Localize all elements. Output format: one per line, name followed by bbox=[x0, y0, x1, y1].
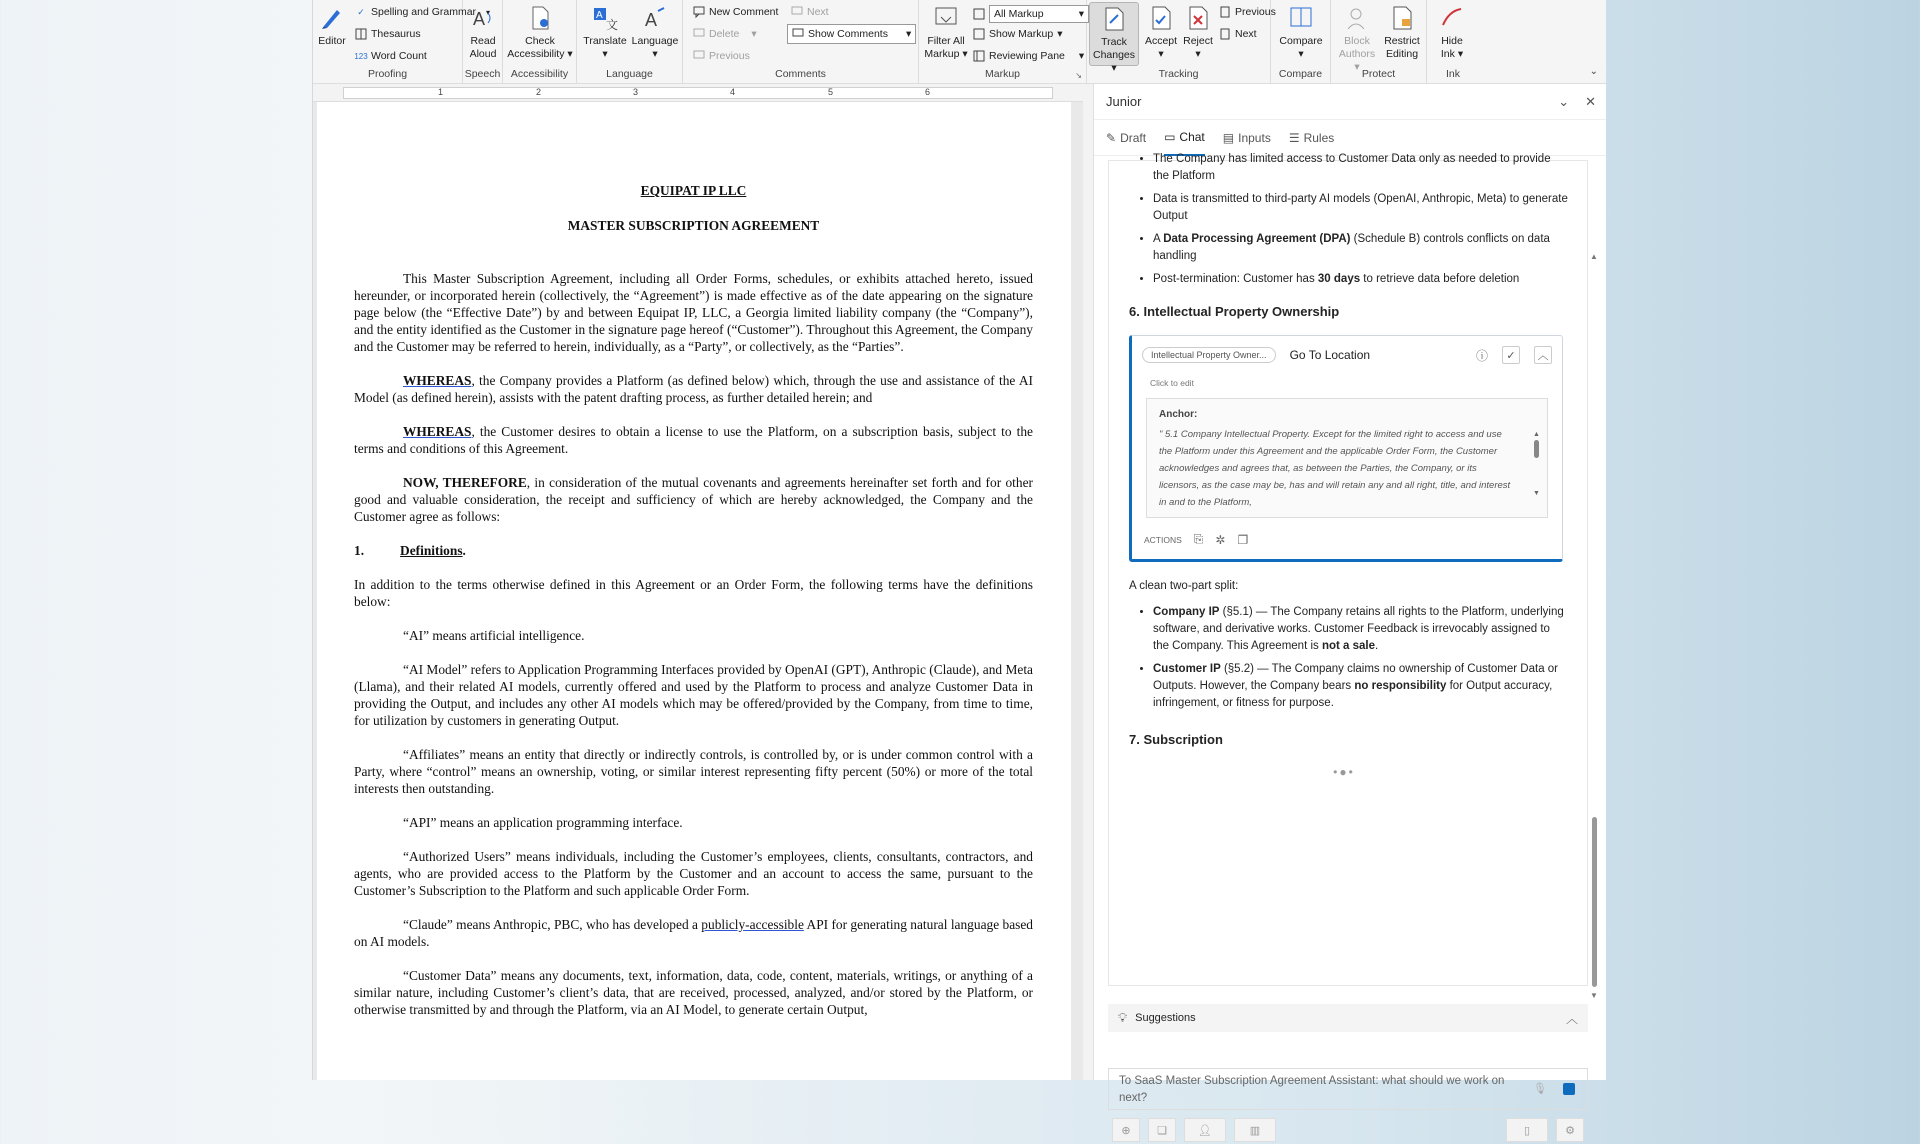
reviewing-pane-icon bbox=[973, 50, 985, 62]
reviewing-pane-label: Reviewing Pane bbox=[989, 50, 1065, 62]
chat-heading-7: 7. Subscription bbox=[1129, 732, 1223, 747]
post-pre: Post-termination: Customer has bbox=[1153, 273, 1318, 285]
proofing-label: Proofing bbox=[367, 68, 408, 80]
company-ip-bold: Company IP bbox=[1153, 606, 1220, 618]
section-title-dot: . bbox=[462, 543, 466, 558]
settings-gear-icon[interactable]: ⚙ bbox=[1556, 1118, 1584, 1142]
previous-change-icon bbox=[1219, 6, 1231, 18]
reviewing-pane-button[interactable] bbox=[973, 50, 1084, 62]
list-item bbox=[1153, 661, 1569, 712]
spelling-icon: ✓ bbox=[357, 6, 365, 17]
section-title: Definitions bbox=[400, 543, 463, 558]
accessibility-group bbox=[503, 0, 577, 84]
section-1-heading bbox=[354, 542, 1033, 559]
block-label-2-row: Authors ▾ bbox=[1338, 48, 1376, 73]
suggestions-label: Suggestions bbox=[1135, 1012, 1196, 1024]
section-number: 1. bbox=[354, 543, 365, 558]
chevron-up-icon[interactable]: ︿ bbox=[1534, 346, 1552, 364]
whereas-label: WHEREAS bbox=[403, 373, 472, 388]
compare-label: Compare bbox=[1278, 68, 1323, 80]
filter-markup-icon bbox=[932, 4, 960, 32]
def-claude-text-1: “Claude” means Anthropic, PBC, who has developed a bbox=[403, 917, 702, 932]
input-toolbar bbox=[1108, 1116, 1588, 1144]
restrict-editing-button[interactable] bbox=[1381, 4, 1423, 61]
all-markup-chevron-icon: ▾ bbox=[1078, 8, 1084, 20]
lightbulb-icon: 💡︎ bbox=[1118, 1010, 1128, 1025]
filter-label-1: Filter All bbox=[927, 35, 965, 47]
chat-scroll-thumb[interactable] bbox=[1592, 817, 1597, 987]
comments-label: Comments bbox=[775, 68, 826, 80]
user-icon[interactable]: 👤︎ bbox=[1184, 1118, 1226, 1142]
whereas-2-text: , the Customer desires to obtain a license to use the Platform, on a subscription basis, subject to the terms and conditions of this Agreement. bbox=[354, 424, 1033, 456]
def-ai: “AI” means artificial intelligence. bbox=[403, 628, 585, 643]
post-bold: 30 days bbox=[1317, 273, 1361, 285]
thesaurus-label: Thesaurus bbox=[371, 28, 421, 40]
word-window bbox=[312, 0, 1605, 1137]
def-claude-flagged-word[interactable]: publicly-accessible bbox=[701, 917, 804, 932]
tracking-next-button[interactable] bbox=[1219, 28, 1257, 40]
document-area[interactable] bbox=[313, 102, 1083, 1080]
read-aloud-label-1: Read bbox=[470, 35, 496, 47]
previous-comment-label: Previous bbox=[709, 50, 750, 62]
list-item: • Data is transmitted to third-party AI models (OpenAI, Anthropic, Meta) to generate Output bbox=[1153, 191, 1569, 225]
ruler-number: 2 bbox=[536, 87, 542, 97]
markup-view-icon bbox=[973, 8, 985, 20]
next-change-icon bbox=[1219, 28, 1231, 40]
check-label-1: Check bbox=[525, 35, 555, 47]
review-ribbon bbox=[313, 0, 1606, 84]
language-group bbox=[577, 0, 683, 84]
chevron-down-icon: ▾ bbox=[486, 7, 491, 17]
reject-chevron-icon: ▾ bbox=[1195, 48, 1201, 60]
customer-ip-bold-2: no responsibility bbox=[1354, 680, 1447, 692]
show-markup-button[interactable] bbox=[973, 28, 1062, 40]
track-changes-button[interactable] bbox=[1089, 2, 1139, 74]
chat-scroll-down-icon[interactable]: ▼ bbox=[1590, 991, 1598, 1000]
spelling-label: Spelling and Grammar bbox=[371, 6, 477, 18]
tracking-label: Tracking bbox=[1158, 68, 1199, 80]
anchor-card[interactable] bbox=[1129, 335, 1563, 562]
hide-label-2: Ink bbox=[1440, 48, 1455, 60]
restrict-label-2: Editing bbox=[1385, 48, 1419, 60]
hide-label-2-row: Ink ▾ bbox=[1440, 48, 1464, 60]
pen-icon: ✎ bbox=[1106, 130, 1117, 145]
tab-draft-label: Draft bbox=[1120, 130, 1147, 145]
ip-bullets bbox=[1153, 604, 1569, 712]
scroll-up-arrow-icon[interactable]: ▲ bbox=[1533, 431, 1540, 438]
ruler-track bbox=[343, 87, 1053, 99]
next-comment-button[interactable] bbox=[791, 6, 829, 18]
read-aloud-label-2: Aloud bbox=[469, 48, 497, 60]
previous-comment-button[interactable] bbox=[693, 50, 750, 62]
whereas-label: WHEREAS bbox=[403, 424, 472, 439]
language-label: Language bbox=[606, 68, 653, 80]
dpa-pre: A bbox=[1153, 233, 1164, 245]
debug-icon[interactable]: ✲ bbox=[1215, 532, 1226, 547]
ruler-number: 5 bbox=[828, 87, 834, 97]
tracking-next-label: Next bbox=[1235, 28, 1257, 40]
def-claude bbox=[354, 916, 1033, 950]
tracking-previous-button[interactable] bbox=[1219, 6, 1276, 18]
def-authorized-users: “Authorized Users” means individuals, including the Customer’s employees, clients, consultants, contractors, and agents, who are provided access to the Platform by the Customer and an account to access the same, pursuant to the Customer’s Subscription to the Platform and such applicable Order Form. bbox=[354, 849, 1033, 898]
markup-group bbox=[919, 0, 1087, 84]
previous-comment-icon bbox=[693, 50, 705, 62]
language-chevron-icon: ▾ bbox=[652, 48, 658, 60]
document-page[interactable] bbox=[317, 102, 1071, 1080]
panel-header bbox=[1094, 84, 1606, 120]
suggestions-bar[interactable] bbox=[1108, 1004, 1588, 1032]
reviewing-pane-chevron-icon: ▾ bbox=[1078, 50, 1085, 62]
ruler-number: 4 bbox=[730, 87, 736, 97]
show-comments-chevron-icon: ▾ bbox=[905, 28, 912, 40]
block-label-2: Authors bbox=[1338, 48, 1376, 60]
protect-group bbox=[1331, 0, 1427, 84]
show-comments-label: Show Comments bbox=[808, 28, 888, 40]
check-label-2-row: Accessibility ▾ bbox=[507, 48, 573, 60]
doc-subtitle: MASTER SUBSCRIPTION AGREEMENT bbox=[567, 218, 820, 233]
reject-label: Reject bbox=[1183, 35, 1213, 47]
speech-label: Speech bbox=[464, 68, 501, 80]
rules-list-icon: ☰ bbox=[1288, 130, 1300, 145]
editor-pen-icon bbox=[318, 4, 346, 32]
accept-icon bbox=[1147, 4, 1175, 32]
language-button[interactable] bbox=[631, 4, 679, 61]
company-ip-bold-2: not a sale bbox=[1321, 640, 1376, 652]
post-post: to retrieve data before deletion bbox=[1360, 273, 1520, 285]
panel-controls bbox=[1558, 94, 1596, 110]
chat-input-placeholder: To SaaS Master Subscription Agreement Assistant: what should we work on next? bbox=[1119, 1075, 1505, 1104]
block-label-1: Block bbox=[1344, 35, 1370, 47]
show-comments-icon bbox=[792, 28, 804, 40]
filter-label-2-row: Markup ▾ bbox=[924, 48, 968, 60]
tracking-group bbox=[1087, 0, 1276, 84]
ruler-number: 6 bbox=[925, 87, 931, 97]
ruler-number: 3 bbox=[633, 87, 639, 97]
suggestions-chevron-up-icon[interactable]: ︿ bbox=[1565, 1011, 1578, 1026]
track-label-1: Track bbox=[1101, 36, 1127, 48]
markup-view-dropdown-wrap bbox=[973, 5, 1089, 23]
read-aloud-icon bbox=[469, 4, 497, 32]
customer-ip-bold: Customer IP bbox=[1153, 663, 1221, 675]
markup-dialog-launcher-icon[interactable]: ↘ bbox=[1075, 71, 1082, 80]
doc-title: EQUIPAT IP LLC bbox=[640, 183, 747, 198]
check-icon[interactable]: ✓ bbox=[1502, 346, 1520, 364]
compare-button[interactable] bbox=[1275, 4, 1327, 61]
protect-label: Protect bbox=[1361, 68, 1396, 80]
delete-comment-label: Delete bbox=[709, 28, 740, 40]
new-comment-button[interactable] bbox=[693, 6, 778, 18]
accept-chevron-icon: ▾ bbox=[1158, 48, 1164, 60]
delete-comment-icon bbox=[693, 28, 705, 40]
accept-button[interactable] bbox=[1143, 4, 1179, 61]
chat-bubble-icon: ▭ bbox=[1164, 129, 1176, 144]
copy-icon[interactable]: ❐ bbox=[1237, 532, 1249, 547]
next-comment-icon bbox=[791, 6, 803, 18]
customer-ip-end: for Output accuracy, infringement, or fitness for purpose. bbox=[1153, 680, 1553, 709]
section-chip[interactable]: Intellectual Property Owner... bbox=[1142, 347, 1276, 363]
chat-history-icon[interactable]: ❏ bbox=[1148, 1118, 1176, 1142]
chat-heading-6: 6. Intellectual Property Ownership bbox=[1129, 304, 1340, 319]
svg-text:A: A bbox=[596, 10, 603, 21]
book-icon bbox=[355, 28, 367, 40]
next-comment-label: Next bbox=[807, 6, 829, 18]
anchor-box[interactable] bbox=[1146, 398, 1548, 518]
microphone-icon[interactable]: 🎙︎ bbox=[1533, 1083, 1547, 1095]
show-comments-button[interactable] bbox=[787, 24, 916, 44]
show-markup-label: Show Markup bbox=[989, 28, 1054, 40]
translate-chevron-icon: ▾ bbox=[602, 48, 608, 60]
speech-group bbox=[463, 0, 503, 84]
go-to-location-link[interactable]: Go To Location bbox=[1289, 348, 1371, 362]
section-title-wrap bbox=[400, 542, 466, 559]
def-affiliates: “Affiliates” means an entity that directly or indirectly controls, is controlled by, or is under common control with a Party, where “control” means an ownership, voting, or similar interest representing fifty percent (50%) or more of the total interests then outstanding. bbox=[354, 747, 1033, 796]
tab-rules-label: Rules bbox=[1303, 130, 1335, 145]
list-item bbox=[1153, 271, 1569, 288]
delete-comment-button[interactable] bbox=[693, 28, 757, 40]
hide-ink-button[interactable] bbox=[1431, 4, 1473, 61]
block-authors-button[interactable] bbox=[1335, 4, 1379, 74]
card-header bbox=[1142, 346, 1552, 364]
translate-button[interactable] bbox=[583, 4, 627, 61]
restrict-label-1: Restrict bbox=[1384, 35, 1420, 47]
actions-label: ACTIONS bbox=[1144, 534, 1182, 545]
word-count-button[interactable] bbox=[355, 50, 427, 62]
svg-text:A: A bbox=[645, 10, 658, 30]
def-customer-data: “Customer Data” means any documents, text, information, data, code, content, materials, writings, or anything of a similar nature, including Customer’s client’s data, that are received, processed, analyzed, and/or stored by the Platform, or otherwise transmitted by and through the Platform, via an AI Model, to generate certain Output, bbox=[354, 968, 1033, 1017]
svg-text:A: A bbox=[473, 9, 486, 29]
card-actions bbox=[1144, 532, 1552, 547]
anchor-text: " 5.1 Company Intellectual Property. Except for the limited right to access and use the Platform under this Agreement and the applicable Order Form, the Customer acknowledges and agrees that, as between the Parties, the Company, or its licensors, as the case may be, has and will retain any and all right, title, and interest in and to the Platform, bbox=[1159, 429, 1511, 508]
doc-intro: This Master Subscription Agreement, including all Order Forms, schedules, or exhibits attached hereto, issued hereunder, or incorporated herein (collectively, the “Agreement”) is made effective as of the date appearing on the signature page below (the “Effective Date”) by and between Equipat IP, LLC, a Georgia limited liability company (the “Company”), and the entity identified as the Customer in the signature page hereof (“Customer”). Throughout this Agreement, the Company and the Customer may be referred to herein, individually, as a “Party”, or collectively, as the “Parties”. bbox=[354, 271, 1033, 354]
split-intro: A clean two-part split: bbox=[1129, 580, 1239, 592]
accept-label: Accept bbox=[1144, 35, 1178, 47]
hide-label-1: Hide bbox=[1441, 35, 1463, 47]
add-context-icon[interactable]: ⊕ bbox=[1112, 1118, 1140, 1142]
company-ip-end: . bbox=[1375, 640, 1379, 652]
editor-button[interactable] bbox=[315, 4, 349, 48]
read-aloud-button[interactable] bbox=[465, 4, 501, 61]
filter-all-markup-button[interactable] bbox=[923, 4, 969, 61]
panel-options-chevron-icon[interactable]: ⌄ bbox=[1558, 93, 1570, 109]
def-intro: In addition to the terms otherwise defined in this Agreement or an Order Form, the following terms have the definitions below: bbox=[354, 577, 1033, 609]
anchor-scrollbar[interactable] bbox=[1533, 431, 1541, 503]
accessibility-label: Accessibility bbox=[510, 68, 569, 80]
ribbon-collapse-chevron-icon[interactable]: ⌄ bbox=[1589, 66, 1598, 77]
insert-document-icon[interactable]: ⎘ bbox=[1193, 532, 1204, 546]
word-count-icon: 123 bbox=[354, 51, 368, 61]
filter-label-2: Markup bbox=[924, 48, 960, 60]
document-icon[interactable]: ▯ bbox=[1506, 1118, 1548, 1142]
thesaurus-button[interactable] bbox=[355, 28, 421, 40]
markup-label: Markup bbox=[984, 68, 1020, 80]
scroll-down-arrow-icon[interactable]: ▼ bbox=[1533, 490, 1540, 497]
panel-close-icon[interactable]: ✕ bbox=[1585, 93, 1596, 109]
reject-icon bbox=[1184, 4, 1212, 32]
compare-icon bbox=[1287, 4, 1315, 32]
language-btn-label: Language bbox=[631, 35, 679, 47]
tab-inputs-label: Inputs bbox=[1238, 130, 1271, 145]
customer-ip-text: (§5.2) — The Company claims no ownership of Customer Data or Outputs. However, the Company bears bbox=[1153, 663, 1559, 692]
new-comment-label: New Comment bbox=[709, 6, 779, 18]
data-bullets bbox=[1153, 151, 1569, 288]
check-label-2: Accessibility bbox=[507, 48, 565, 60]
svg-text:文: 文 bbox=[606, 18, 619, 32]
typing-indicator: •●• bbox=[1333, 765, 1355, 779]
whereas-1-text: , the Company provides a Platform (as defined below) which, through the use and assistance of the AI Model (as defined herein), assists with the patent drafting process, as further detailed herein; and bbox=[354, 373, 1033, 405]
all-markup-label: All Markup bbox=[994, 8, 1044, 20]
panel-title: Junior bbox=[1106, 94, 1142, 109]
click-to-edit-hint: Click to edit bbox=[1150, 378, 1194, 388]
language-icon bbox=[641, 4, 669, 32]
accessibility-icon bbox=[526, 4, 554, 32]
chat-scrollbar[interactable] bbox=[1590, 252, 1598, 1000]
chat-content bbox=[1109, 151, 1579, 779]
comments-group bbox=[683, 0, 919, 84]
chat-scroll-up-icon[interactable]: ▲ bbox=[1590, 252, 1598, 261]
doc-now-therefore bbox=[354, 474, 1033, 525]
anchor-label: Anchor: bbox=[1159, 409, 1198, 420]
tracking-previous-label: Previous bbox=[1235, 6, 1276, 18]
doc-whereas-1 bbox=[354, 372, 1033, 406]
show-markup-icon bbox=[973, 28, 985, 40]
dpa-post: (Schedule B) controls conflicts on data handling bbox=[1153, 233, 1550, 262]
company-ip-text: (§5.1) — The Company retains all rights to the Platform, underlying software, and derivative works. Customer Feedback is irrevocably assigned to the Company. This Agreement is bbox=[1153, 606, 1564, 652]
show-markup-chevron-icon: ▾ bbox=[1057, 28, 1063, 40]
ink-label: Ink bbox=[1445, 68, 1460, 80]
def-api: “API” means an application programming interface. bbox=[403, 815, 683, 830]
translate-label: Translate bbox=[583, 35, 627, 47]
track-label-2: Changes bbox=[1092, 49, 1136, 61]
junior-panel bbox=[1093, 84, 1606, 1137]
reject-button[interactable] bbox=[1181, 4, 1215, 61]
compare-btn-label: Compare bbox=[1279, 35, 1323, 47]
def-claude-text-2: API for generating natural language based on AI models. bbox=[354, 917, 1034, 949]
now-therefore-text: , in consideration of the mutual covenants and agreements hereinafter set forth and for other good and valuable consideration, the receipt and sufficiency of which are hereby acknowledged, the Company and the Customer agree as follows: bbox=[354, 475, 1033, 524]
inputs-icon: ▤ bbox=[1222, 130, 1235, 145]
translate-icon bbox=[591, 4, 619, 32]
restrict-editing-icon bbox=[1388, 4, 1416, 32]
hide-ink-icon bbox=[1438, 4, 1466, 32]
all-markup-dropdown[interactable] bbox=[989, 5, 1089, 23]
doc-whereas-2 bbox=[354, 423, 1033, 457]
track-changes-icon bbox=[1100, 5, 1128, 33]
suggestions-left bbox=[1118, 1010, 1196, 1026]
stop-button[interactable] bbox=[1563, 1083, 1575, 1095]
check-accessibility-button[interactable] bbox=[507, 4, 573, 61]
editor-label: Editor bbox=[318, 35, 346, 47]
list-item bbox=[1153, 231, 1569, 265]
compare-group bbox=[1271, 0, 1331, 84]
tab-chat-label: Chat bbox=[1179, 129, 1205, 144]
def-ai-model: “AI Model” refers to Application Programming Interfaces provided by OpenAI (GPT), Anthropic (Claude), and Meta (Llama), and their related AI models, currently offered and used by the Platform to process and analyze Customer Data in providing the Output, and includes any other AI models which may be offered/provided by the Company, from time to time, for utilization by customers in generating Output. bbox=[354, 662, 1033, 728]
ink-group bbox=[1427, 0, 1479, 84]
chat-input[interactable] bbox=[1108, 1068, 1588, 1110]
list-item bbox=[1153, 604, 1569, 655]
word-count-label: Word Count bbox=[371, 50, 427, 62]
chat-scroll-area[interactable] bbox=[1108, 153, 1588, 986]
track-label-2-row: Changes ▾ bbox=[1092, 49, 1136, 74]
ruler-number: 1 bbox=[438, 87, 444, 97]
library-icon[interactable]: ▥ bbox=[1234, 1118, 1276, 1142]
compare-chevron-icon: ▾ bbox=[1298, 48, 1304, 60]
dpa-bold: Data Processing Agreement (DPA) bbox=[1163, 233, 1351, 245]
list-item: • The Company has limited access to Customer Data only as needed to provide the Platform bbox=[1153, 151, 1569, 185]
delete-chevron-icon: ▾ bbox=[751, 28, 757, 40]
info-icon[interactable]: ⓘ bbox=[1475, 348, 1488, 363]
horizontal-ruler[interactable] bbox=[313, 84, 1083, 102]
new-comment-icon bbox=[693, 6, 705, 18]
now-therefore-label: NOW, THEREFORE bbox=[403, 475, 527, 490]
block-authors-icon bbox=[1343, 4, 1371, 32]
anchor-scroll-thumb[interactable] bbox=[1534, 440, 1539, 458]
